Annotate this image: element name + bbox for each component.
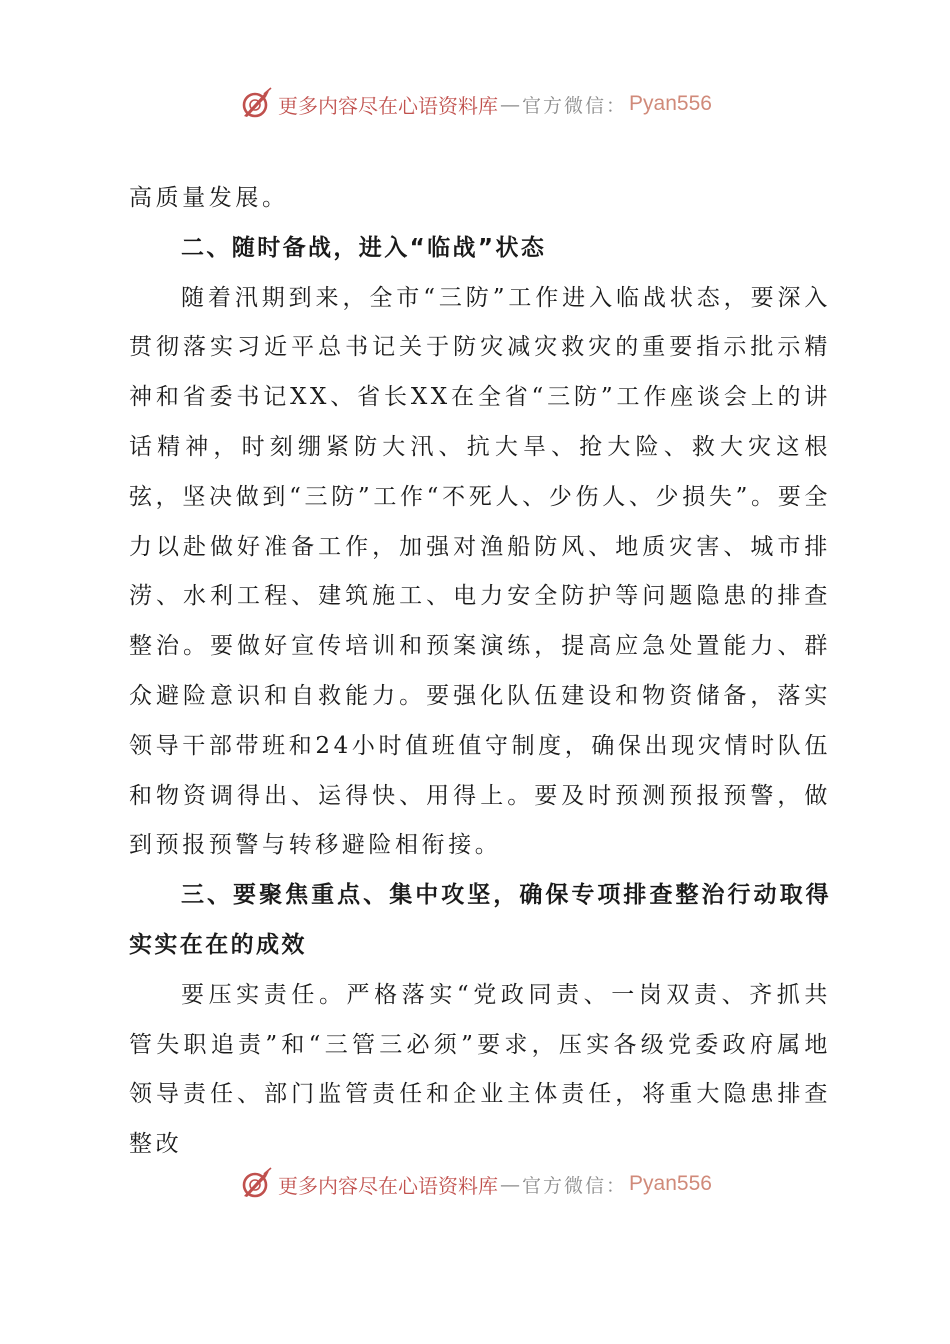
footer-banner-wechat-id: Pyan556	[629, 1172, 712, 1195]
header-banner-main-text: 更多内容尽在心语资料库	[278, 93, 499, 118]
section-heading-3: 三、要聚焦重点、集中攻坚，确保专项排查整治行动取得实实在在的成效	[129, 882, 831, 958]
paragraph-1: 高质量发展。	[129, 185, 289, 211]
quill-logo-icon	[238, 86, 274, 122]
header-banner-sub-text: 官方微信：	[522, 94, 628, 117]
document-body	[129, 174, 831, 1170]
footer-banner-main-text: 更多内容尽在心语资料库	[278, 1173, 499, 1198]
header-banner-wechat-id: Pyan556	[629, 92, 712, 115]
header-banner-dash: —	[500, 92, 521, 116]
quill-logo-icon	[238, 1166, 274, 1202]
paragraph-2: 随着汛期到来，全市“三防”工作进入临战状态，要深入贯彻落实习近平总书记关于防灾减灾救灾的重要指示批示精神和省委书记XX、省长XX在全省“三防”工作座谈会上的讲话精神，时刻绷紧防大汛、抗大旱、抢大险、救大灾这根弦，坚决做到“三防”工作“不死人、少伤人、少损失”。要全力以赴做好准备工作，加强对渔船防风、地质灾害、城市排涝、水利工程、建筑施工、电力安全防护等问题隐患的排查整治。要做好宣传培训和预案演练，提高应急处置能力、群众避险意识和自救能力。要强化队伍建设和物资储备，落实领导干部带班和24小时值班值守制度，确保出现灾情时队伍和物资调得出、运得快、用得上。要及时预测预报预警，做到预报预警与转移避险相衔接。	[129, 284, 831, 859]
footer-banner	[0, 1164, 950, 1204]
header-banner	[0, 84, 950, 124]
footer-banner-dash: —	[500, 1172, 521, 1196]
footer-banner-sub-text: 官方微信：	[522, 1174, 628, 1197]
paragraph-3: 要压实责任。严格落实“党政同责、一岗双责、齐抓共管失职追责”和“三管三必须”要求，压实各级党委政府属地领导责任、部门监管责任和企业主体责任，将重大隐患排查整改	[129, 981, 831, 1158]
section-heading-2: 二、随时备战，进入“临战”状态	[181, 234, 547, 261]
